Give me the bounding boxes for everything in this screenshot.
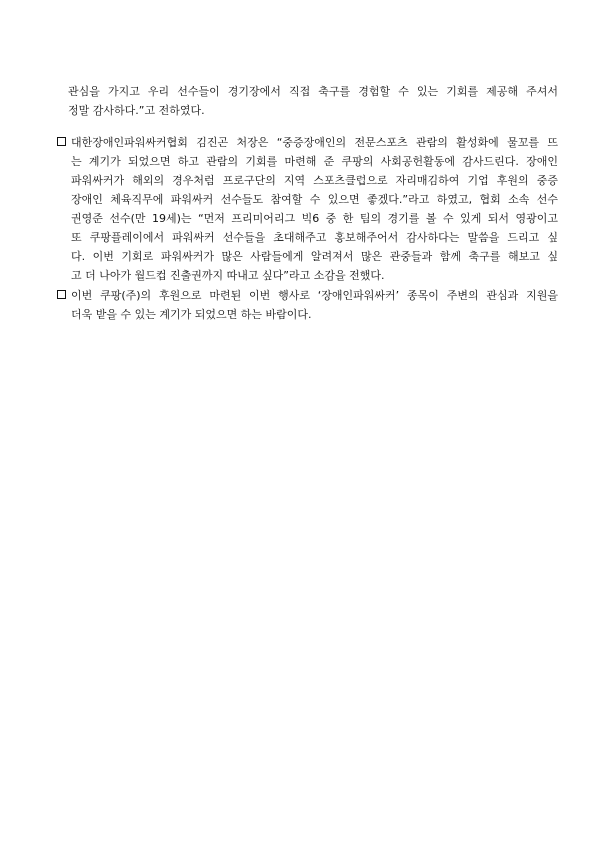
square-bullet-icon xyxy=(57,290,66,299)
text-line: 정말 감사하다.”고 전하였다. xyxy=(68,104,205,117)
text-line: 다. 이번 기회로 파워싸커가 많은 사람들에게 알려져서 많은 관중들과 함께 축구를 해보고 싶 xyxy=(71,250,558,263)
paragraph-continuation xyxy=(58,82,558,120)
text-line: 장애인 체육직무에 파워싸커 선수들도 참여할 수 있으면 좋겠다.”라고 하였고, 협회 소속 선수 xyxy=(71,193,558,206)
bullet-paragraph xyxy=(58,133,558,285)
text-line: 더욱 받을 수 있는 계기가 되었으면 하는 바람이다. xyxy=(71,308,312,321)
paragraph-closing xyxy=(58,286,558,324)
text-line: 이번 쿠팡(주)의 후원으로 마련된 이번 행사로 ‘장애인파워싸커’ 종목이 주변의 관심과 지원을 xyxy=(71,289,558,302)
text-line: 대한장애인파워싸커협회 김진곤 처장은 “중증장애인의 전문스포츠 관람의 활성화에 물꼬를 뜨 xyxy=(71,136,558,149)
paragraph-federation-quote xyxy=(58,133,558,285)
text-line: 파워싸커가 해외의 경우처럼 프로구단의 지역 스포츠클럽으로 자리매김하여 기업 후원의 중증 xyxy=(71,174,558,187)
text-line: 관심을 가지고 우리 선수들이 경기장에서 직접 축구를 경험할 수 있는 기회를 제공해 주셔서 xyxy=(68,85,558,98)
text-line: 또 쿠팡플레이에서 파워싸커 선수들을 초대해주고 홍보해주어서 감사하다는 말씀을 드리고 싶 xyxy=(71,231,558,244)
text-line: 고 더 나아가 월드컵 진출권까지 따내고 싶다”라고 소감을 전했다. xyxy=(71,269,385,282)
bullet-paragraph xyxy=(58,286,558,324)
text-line: 권영준 선수(만 19세)는 “먼저 프리미어리그 빅6 중 한 팀의 경기를 볼 수 있게 되서 영광이고 xyxy=(71,212,558,225)
square-bullet-icon xyxy=(57,137,66,146)
text-line: 는 계기가 되었으면 하고 관람의 기회를 마련해 준 쿠팡의 사회공헌활동에 감사드린다. 장애인 xyxy=(71,155,558,168)
